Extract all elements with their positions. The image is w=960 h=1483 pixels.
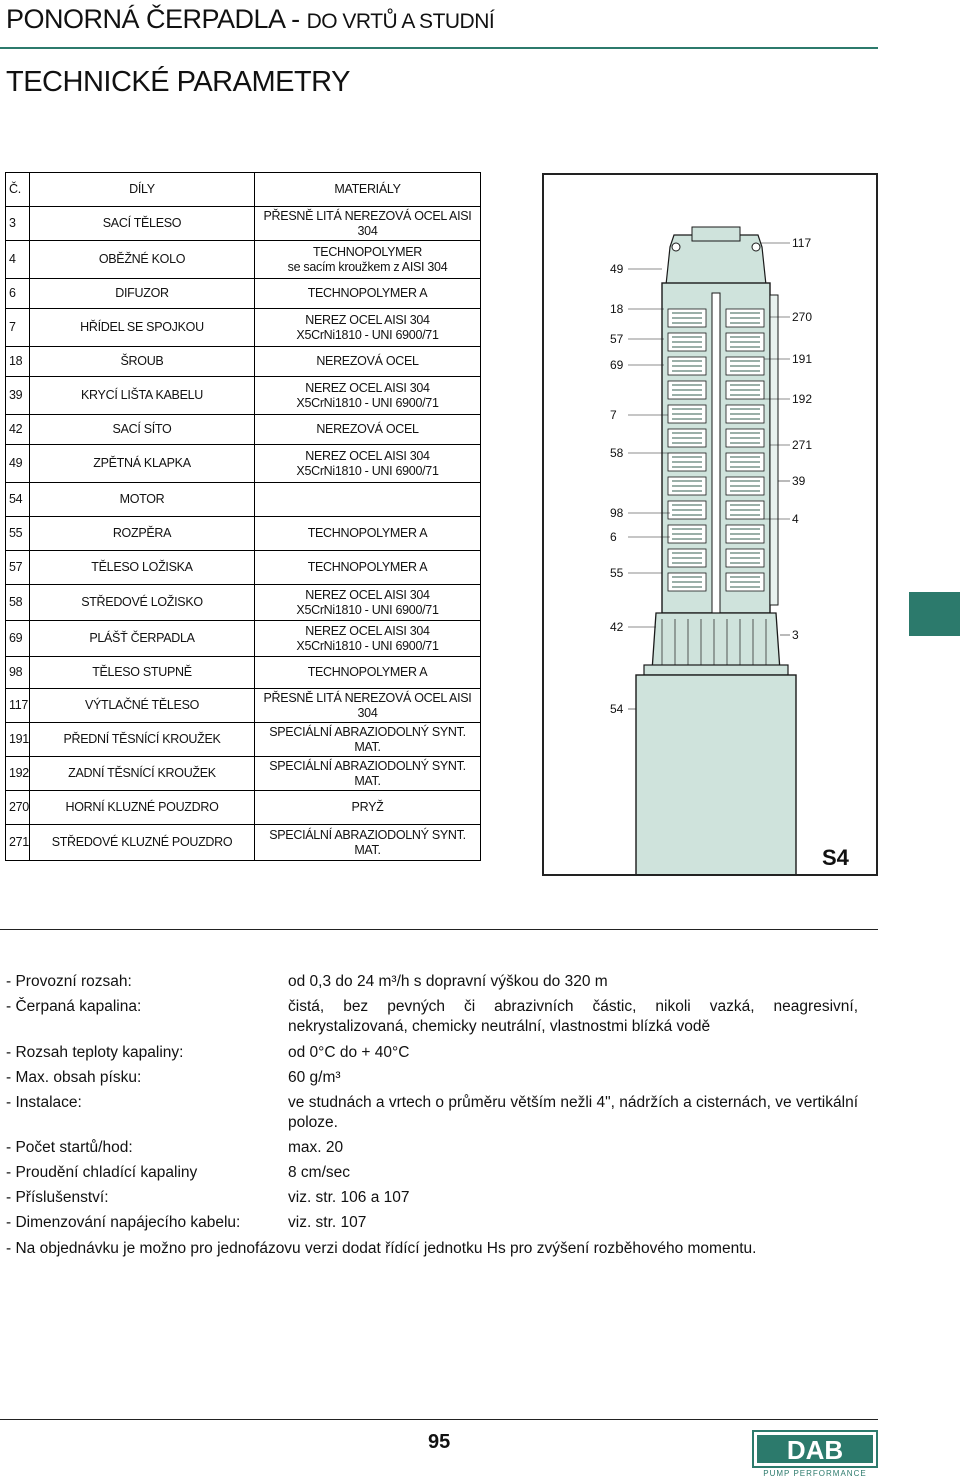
part-number: 191 [6, 723, 30, 757]
spec-label: - Provozní rozsah: [6, 973, 132, 990]
callout-label-right: 192 [792, 392, 813, 406]
spec-label: - Čerpaná kapalina: [6, 998, 142, 1015]
page-number: 95 [428, 1431, 451, 1453]
part-name: STŘEDOVÉ KLUZNÉ POUZDRO [30, 825, 255, 861]
callout-label-right: 271 [792, 438, 813, 452]
pump-drawing [542, 173, 878, 876]
table-row [6, 757, 481, 791]
material-line-2: X5CrNi1810 - UNI 6900/71 [296, 602, 439, 617]
material-line-1: NEREZOVÁ OCEL [316, 422, 419, 437]
material-line-1: SPECIÁLNÍ ABRAZIODOLNÝ SYNT. MAT. [269, 725, 466, 754]
part-material [255, 657, 481, 689]
table-row [6, 207, 481, 241]
title-sub-text: DO VRTŮ A STUDNÍ [306, 10, 495, 33]
part-number: 98 [6, 657, 30, 689]
dab-logo [752, 1430, 878, 1478]
table-row [6, 415, 481, 445]
material-line-1: TECHNOPOLYMER A [307, 526, 428, 541]
callout-label-left: 6 [610, 530, 617, 544]
part-name: ŠROUB [30, 347, 255, 377]
section-title: TECHNICKÉ PARAMETRY [6, 66, 350, 98]
callout-label-left: 55 [610, 566, 624, 580]
head-bolt-right [752, 243, 760, 251]
material-line-2: X5CrNi1810 - UNI 6900/71 [296, 463, 439, 478]
part-name: TĚLESO STUPNĚ [30, 657, 255, 689]
model-label: S4 [822, 845, 849, 870]
part-number: 270 [6, 791, 30, 825]
part-number: 7 [6, 309, 30, 347]
material-line-1: NEREZ OCEL AISI 304 [305, 449, 430, 464]
part-number: 39 [6, 377, 30, 415]
table-row [6, 517, 481, 551]
part-number: 6 [6, 279, 30, 309]
material-line-2: X5CrNi1810 - UNI 6900/71 [296, 638, 439, 653]
part-name: PLÁŠŤ ČERPADLA [30, 621, 255, 657]
material-line-1: NEREZ OCEL AISI 304 [305, 381, 430, 396]
table-header-cell: MATERIÁLY [255, 173, 481, 207]
logo-text: DAB [786, 1435, 844, 1465]
part-number: 54 [6, 483, 30, 517]
table-row [6, 791, 481, 825]
part-number: 271 [6, 825, 30, 861]
callout-label-right: 191 [792, 352, 813, 366]
part-material [255, 347, 481, 377]
spec-value: max. 20 [288, 1139, 344, 1156]
material-line-1: TECHNOPOLYMER [312, 245, 423, 260]
callout-label-right: 39 [792, 474, 806, 488]
section-tab-marker [909, 592, 960, 636]
table-row [6, 347, 481, 377]
part-material [255, 551, 481, 585]
material-line-1: NEREZ OCEL AISI 304 [305, 313, 430, 328]
part-number: 57 [6, 551, 30, 585]
part-material [255, 825, 481, 861]
spec-value: od 0°C do + 40°C [288, 1044, 410, 1061]
parts-table [5, 172, 481, 861]
part-name: HORNÍ KLUZNÉ POUZDRO [30, 791, 255, 825]
table-row [6, 377, 481, 415]
title-main-text: PONORNÁ ČERPADLA - [6, 4, 307, 34]
material-line-1: PRYŽ [351, 800, 384, 815]
part-material [255, 483, 481, 517]
callout-label-left: 98 [610, 506, 624, 520]
part-number: 58 [6, 585, 30, 621]
part-name: ROZPĚRA [30, 517, 255, 551]
part-material [255, 621, 481, 657]
callout-label-left: 18 [610, 302, 624, 316]
cable-guard [770, 295, 778, 605]
part-name: MOTOR [30, 483, 255, 517]
table-header-cell: DÍLY [30, 173, 255, 207]
part-number: 55 [6, 517, 30, 551]
material-line-1: NEREZ OCEL AISI 304 [305, 588, 430, 603]
table-row [6, 657, 481, 689]
part-material [255, 517, 481, 551]
logo-tagline: PUMP PERFORMANCE [763, 1469, 867, 1478]
spec-label: - Instalace: [6, 1094, 82, 1111]
spec-value: čistá, bez pevných či abrazivních částic, nikoli vazká, neagresivní, nekrystalizovaná, chemicky neutrální, vlastnostmi blízká vodě [288, 998, 858, 1035]
part-material [255, 377, 481, 415]
spec-label: - Počet startů/hod: [6, 1139, 133, 1156]
pump-cross-section [544, 175, 876, 874]
material-line-1: TECHNOPOLYMER A [307, 286, 428, 301]
part-name: OBĚŽNÉ KOLO [30, 241, 255, 279]
spec-label: - Dimenzování napájecího kabelu: [6, 1214, 241, 1231]
table-row [6, 585, 481, 621]
table-row [6, 621, 481, 657]
table-row [6, 241, 481, 279]
callout-label-left: 69 [610, 358, 624, 372]
callout-label-left: 54 [610, 702, 624, 716]
part-material [255, 445, 481, 483]
table-row [6, 723, 481, 757]
material-line-2: X5CrNi1810 - UNI 6900/71 [296, 395, 439, 410]
spec-note: - Na objednávku je možno pro jednofázovu verzi dodat řídící jednotku Hs pro zvýšení rozběhového momentu. [6, 1240, 757, 1257]
part-name: VÝTLAČNÉ TĚLESO [30, 689, 255, 723]
table-row [6, 309, 481, 347]
spec-label: - Příslušenství: [6, 1189, 109, 1206]
table-row [6, 445, 481, 483]
spec-value: 8 cm/sec [288, 1164, 351, 1181]
title-divider [0, 47, 878, 49]
callout-label-right: 270 [792, 310, 813, 324]
part-material [255, 757, 481, 791]
motor-flange [644, 665, 788, 675]
table-row [6, 483, 481, 517]
callout-label-left: 58 [610, 446, 624, 460]
part-name: SACÍ TĚLESO [30, 207, 255, 241]
part-number: 42 [6, 415, 30, 445]
spec-value: od 0,3 do 24 m³/h s dopravní výškou do 320 m [288, 973, 608, 990]
callout-label-left: 49 [610, 262, 624, 276]
motor [636, 675, 796, 874]
part-material [255, 415, 481, 445]
table-header-row [6, 173, 481, 207]
material-line-1: TECHNOPOLYMER A [307, 560, 428, 575]
part-material [255, 241, 481, 279]
part-number: 3 [6, 207, 30, 241]
discharge-outlet [692, 227, 740, 241]
page-title [6, 4, 494, 35]
part-name: TĚLESO LOŽISKA [30, 551, 255, 585]
spec-value: ve studnách a vrtech o průměru větším nežli 4", nádržích a cisternách, ve vertikální poloze. [288, 1094, 858, 1131]
part-name: STŘEDOVÉ LOŽISKO [30, 585, 255, 621]
callout-label-left: 7 [610, 408, 617, 422]
part-name: HŘÍDEL SE SPOJKOU [30, 309, 255, 347]
suction-body [652, 613, 780, 671]
spec-label: - Rozsah teploty kapaliny: [6, 1044, 184, 1061]
spec-label: - Proudění chladící kapaliny [6, 1164, 198, 1181]
table-row [6, 279, 481, 309]
material-line-1: NEREZOVÁ OCEL [316, 354, 419, 369]
table-header-cell: Č. [6, 173, 30, 207]
part-material [255, 689, 481, 723]
table-row [6, 689, 481, 723]
part-material [255, 723, 481, 757]
part-name: ZADNÍ TĚSNÍCÍ KROUŽEK [30, 757, 255, 791]
discharge-head [666, 235, 766, 285]
material-line-2: se sacím kroužkem z AISI 304 [287, 259, 448, 274]
part-material [255, 585, 481, 621]
part-name: DIFUZOR [30, 279, 255, 309]
callout-label-right: 4 [792, 512, 799, 526]
mid-divider [0, 929, 878, 930]
material-line-1: PŘESNĚ LITÁ NEREZOVÁ OCEL AISI 304 [263, 209, 472, 238]
callout-label-right: 3 [792, 628, 799, 642]
part-number: 117 [6, 689, 30, 723]
part-number: 49 [6, 445, 30, 483]
part-number: 192 [6, 757, 30, 791]
spec-value: viz. str. 106 a 107 [288, 1189, 410, 1206]
part-name: SACÍ SÍTO [30, 415, 255, 445]
spec-value: viz. str. 107 [288, 1214, 367, 1231]
part-name: PŘEDNÍ TĚSNÍCÍ KROUŽEK [30, 723, 255, 757]
part-number: 69 [6, 621, 30, 657]
part-material [255, 279, 481, 309]
part-number: 18 [6, 347, 30, 377]
part-name: KRYCÍ LIŠTA KABELU [30, 377, 255, 415]
table-row [6, 551, 481, 585]
footer-divider [0, 1419, 878, 1420]
part-number: 4 [6, 241, 30, 279]
callout-label-right: 117 [792, 236, 812, 250]
part-name: ZPĚTNÁ KLAPKA [30, 445, 255, 483]
material-line-1: SPECIÁLNÍ ABRAZIODOLNÝ SYNT. MAT. [269, 828, 466, 857]
material-line-1: TECHNOPOLYMER A [307, 665, 428, 680]
callout-label-left: 42 [610, 620, 624, 634]
part-material [255, 207, 481, 241]
part-material [255, 791, 481, 825]
material-line-2: X5CrNi1810 - UNI 6900/71 [296, 327, 439, 342]
material-line-1: PŘESNĚ LITÁ NEREZOVÁ OCEL AISI 304 [263, 691, 472, 720]
spec-value: 60 g/m³ [288, 1069, 341, 1086]
spec-label: - Max. obsah písku: [6, 1069, 142, 1086]
table-row [6, 825, 481, 861]
material-line-1: NEREZ OCEL AISI 304 [305, 624, 430, 639]
callout-label-left: 57 [610, 332, 624, 346]
head-bolt-left [672, 243, 680, 251]
material-line-1: SPECIÁLNÍ ABRAZIODOLNÝ SYNT. MAT. [269, 759, 466, 788]
part-material [255, 309, 481, 347]
